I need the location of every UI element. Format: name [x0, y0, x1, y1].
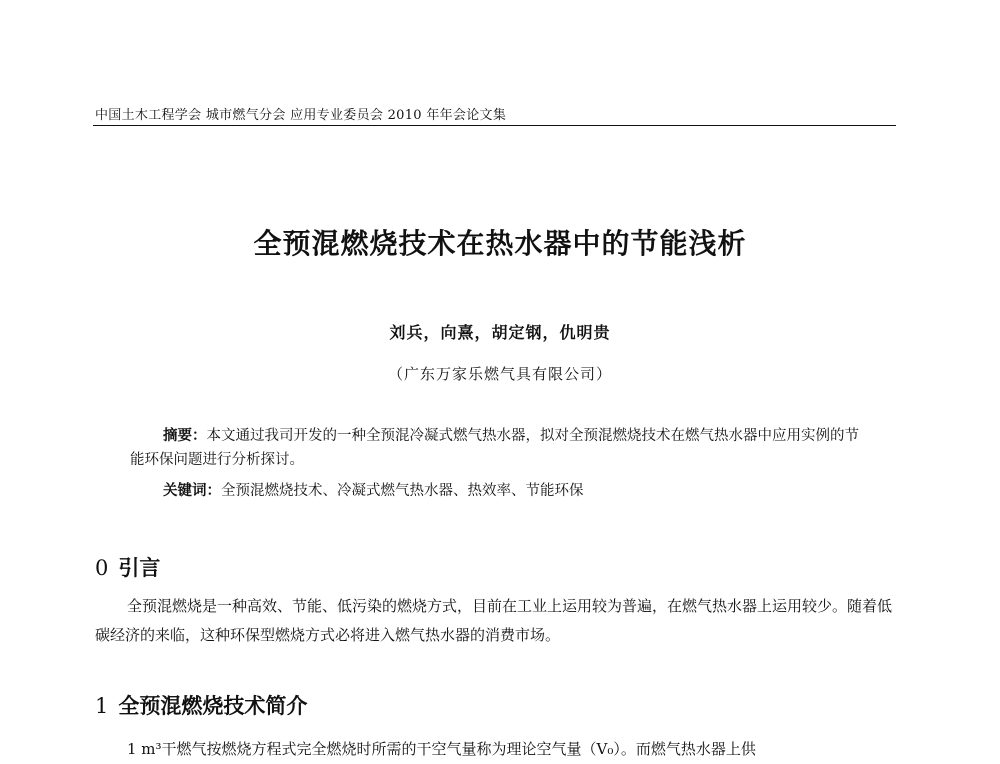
- section-heading-introduction: [95, 552, 160, 582]
- body-paragraph: 全预混燃烧是一种高效、节能、低污染的燃烧方式，目前在工业上运用较为普遍，在燃气热水器上运用较少。随着低碳经济的来临，这种环保型燃烧方式必将进入燃气热水器的消费市场。: [95, 597, 893, 644]
- abstract-label: 摘要：: [163, 427, 207, 444]
- body-paragraph: 1 m³干燃气按燃烧方程式完全燃烧时所需的干空气量称为理论空气量（V₀）。而燃气热水器上供: [127, 740, 756, 758]
- section-title: 全预混燃烧技术简介: [118, 694, 308, 718]
- keywords-line: [130, 479, 870, 503]
- section-title: 引言: [118, 556, 161, 580]
- keywords-text: 全预混燃烧技术、冷凝式燃气热水器、热效率、节能环保: [221, 483, 584, 499]
- paper-title: 全预混燃烧技术在热水器中的节能浅析: [253, 227, 747, 260]
- section-number: 1: [95, 694, 109, 718]
- abstract-text: 本文通过我司开发的一种全预混冷凝式燃气热水器，拟对全预混燃烧技术在燃气热水器中应用实例的节能环保问题进行分析探讨。: [130, 428, 859, 468]
- section-heading-premix-overview: [95, 690, 307, 720]
- running-header: 中国土木工程学会 城市燃气分会 应用专业委员会 2010 年年会论文集: [95, 108, 507, 123]
- abstract-paragraph: [130, 424, 870, 472]
- header-rule: [93, 125, 896, 126]
- section-number: 0: [95, 556, 109, 580]
- authors: 刘兵，向熹，胡定钢，仇明贵: [389, 323, 611, 342]
- keywords-label: 关键词：: [163, 482, 221, 499]
- affiliation: （广东万家乐燃气具有限公司）: [387, 365, 612, 383]
- abstract: [130, 424, 870, 503]
